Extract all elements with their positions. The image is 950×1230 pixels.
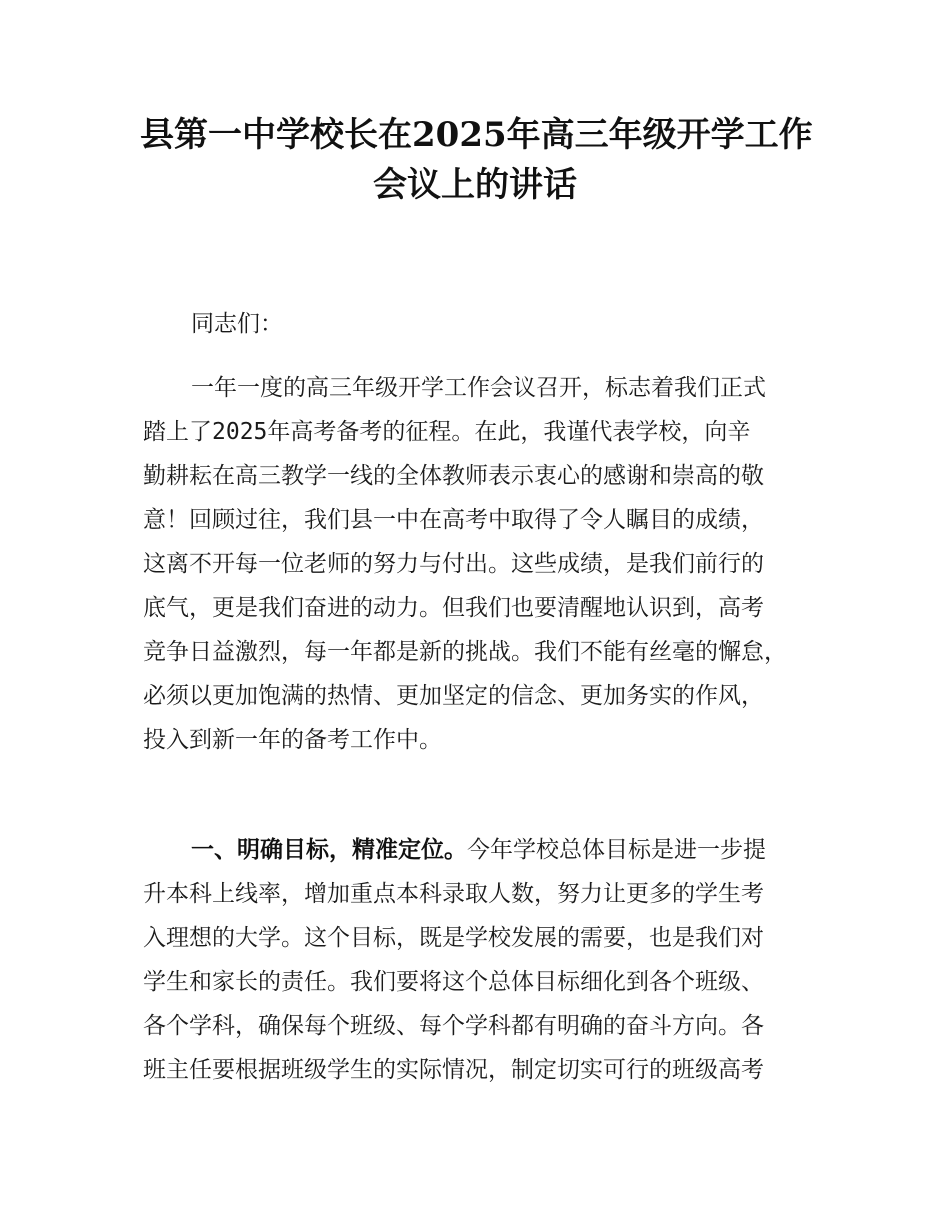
paragraph-line: 升本科上线率，增加重点本科录取人数，努力让更多的学生考 bbox=[143, 881, 764, 907]
paragraph-line: 底气，更是我们奋进的动力。但我们也要清醒地认识到，高考 bbox=[143, 595, 764, 621]
paragraph-line: 踏上了2025年高考备考的征程。在此，我谨代表学校，向辛 bbox=[143, 419, 751, 445]
title-line-2: 会议上的讲话 bbox=[373, 165, 577, 205]
paragraph-line: 学生和家长的责任。我们要将这个总体目标细化到各个班级、 bbox=[143, 969, 764, 995]
paragraph-line: 竞争日益激烈，每一年都是新的挑战。我们不能有丝毫的懈怠， bbox=[143, 639, 787, 665]
paragraph-line: 勤耕耘在高三教学一线的全体教师表示衷心的感谢和崇高的敬 bbox=[143, 463, 764, 489]
paragraph-line: 投入到新一年的备考工作中。 bbox=[143, 727, 442, 753]
paragraph-line: 入理想的大学。这个目标，既是学校发展的需要，也是我们对 bbox=[143, 925, 764, 951]
paragraph-line: 一年一度的高三年级开学工作会议召开，标志着我们正式 bbox=[191, 375, 766, 401]
title-line-1: 县第一中学校长在2025年高三年级开学工作 bbox=[140, 115, 813, 155]
opening-paragraph bbox=[143, 366, 815, 762]
section-first-line-text: 今年学校总体目标是进一步提 bbox=[467, 837, 766, 863]
paragraph-line: 意！回顾过往，我们县一中在高考中取得了令人瞩目的成绩， bbox=[143, 507, 764, 533]
salutation: 同志们： bbox=[191, 311, 283, 337]
section-first-line bbox=[143, 828, 815, 872]
paragraph-line: 班主任要根据班级学生的实际情况，制定切实可行的班级高考 bbox=[143, 1057, 764, 1083]
paragraph-line: 各个学科，确保每个班级、每个学科都有明确的奋斗方向。各 bbox=[143, 1013, 764, 1039]
salutation-paragraph bbox=[143, 302, 815, 346]
paragraph-line: 必须以更加饱满的热情、更加坚定的信念、更加务实的作风， bbox=[143, 683, 764, 709]
section-one-paragraph bbox=[143, 828, 815, 1092]
paragraph-line: 这离不开每一位老师的努力与付出。这些成绩，是我们前行的 bbox=[143, 551, 764, 577]
section-heading: 一、明确目标，精准定位。 bbox=[191, 837, 467, 863]
document-title bbox=[140, 110, 813, 210]
